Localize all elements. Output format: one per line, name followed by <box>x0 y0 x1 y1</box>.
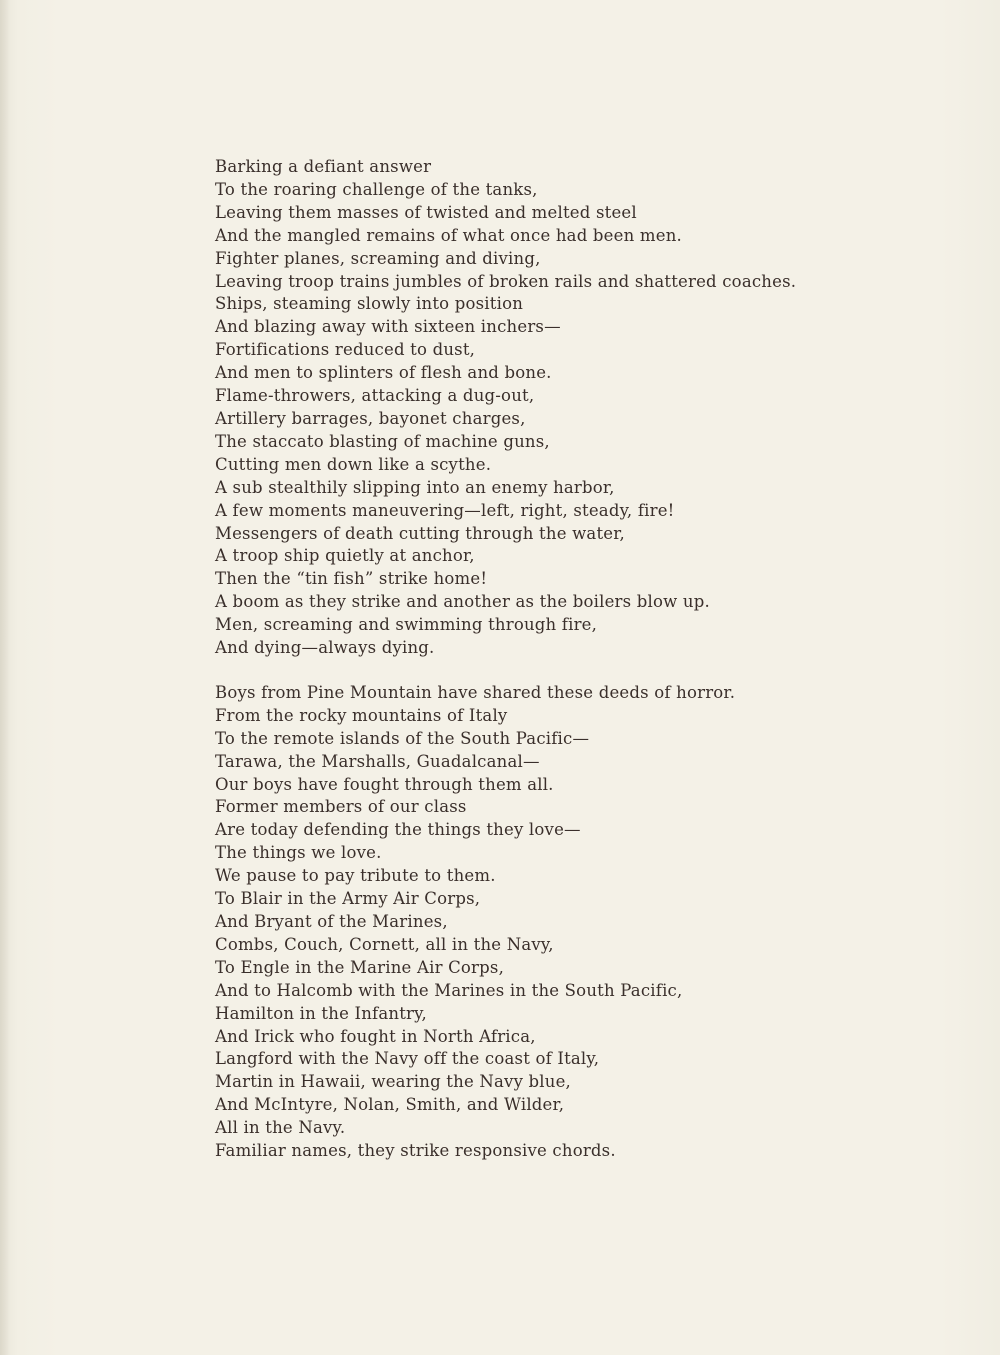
poem-line: Our boys have fought through them all. <box>215 774 554 794</box>
poem-line: Artillery barrages, bayonet charges, <box>215 408 526 428</box>
poem-line: The staccato blasting of machine guns, <box>215 431 550 451</box>
poem-line: Men, screaming and swimming through fire, <box>215 615 598 635</box>
stanza-2 <box>215 682 855 1163</box>
poem-line: Martin in Hawaii, wearing the Navy blue, <box>215 1072 572 1092</box>
page-binding-edge <box>0 0 10 1355</box>
poem-line: To the roaring challenge of the tanks, <box>215 179 538 199</box>
poem-line: And men to splinters of flesh and bone. <box>215 363 552 383</box>
poem-line: To Blair in the Army Air Corps, <box>215 889 481 909</box>
poem-line: To Engle in the Marine Air Corps, <box>215 957 505 977</box>
poem-line: And Irick who fought in North Africa, <box>215 1026 536 1046</box>
poem-line: Former members of our class <box>215 797 467 817</box>
poem-body <box>215 156 855 1163</box>
poem-line: Barking a defiant answer <box>215 157 432 176</box>
poem-line: From the rocky mountains of Italy <box>215 705 508 725</box>
poem-line: All in the Navy. <box>215 1118 346 1138</box>
poem-line: Fighter planes, screaming and diving, <box>215 248 541 268</box>
poem-line: A boom as they strike and another as the boilers blow up. <box>215 592 710 612</box>
poem-line: Flame-throwers, attacking a dug-out, <box>215 386 535 406</box>
poem-line: And to Halcomb with the Marines in the South Pacific, <box>215 980 683 1000</box>
poem-line: Familiar names, they strike responsive chords. <box>215 1141 616 1161</box>
poem-line: Messengers of death cutting through the water, <box>215 523 625 543</box>
poem-line: Then the “tin fish” strike home! <box>215 569 488 589</box>
poem-line: A sub stealthily slipping into an enemy harbor, <box>215 477 615 497</box>
poem-line: Fortifications reduced to dust, <box>215 340 476 360</box>
poem-line: And dying—always dying. <box>215 638 435 658</box>
poem-line: Leaving troop trains jumbles of broken rails and shattered coaches. <box>215 271 797 291</box>
poem-line: Cutting men down like a scythe. <box>215 454 492 474</box>
poem-line: Are today defending the things they love— <box>215 820 581 840</box>
poem-line: A troop ship quietly at anchor, <box>215 546 475 566</box>
poem-line: And blazing away with sixteen inchers— <box>215 317 561 337</box>
poem-line: Boys from Pine Mountain have shared these deeds of horror. <box>215 682 736 702</box>
poem-line: And McIntyre, Nolan, Smith, and Wilder, <box>215 1095 565 1115</box>
poem-line: Ships, steaming slowly into position <box>215 294 524 314</box>
stanza-1 <box>215 156 855 660</box>
poem-line: Tarawa, the Marshalls, Guadalcanal— <box>215 751 540 771</box>
poem-line: A few moments maneuvering—left, right, steady, fire! <box>215 500 675 520</box>
poem-line: Combs, Couch, Cornett, all in the Navy, <box>215 934 554 954</box>
poem-line: Hamilton in the Infantry, <box>215 1003 427 1023</box>
poem-line: To the remote islands of the South Pacific— <box>215 728 590 748</box>
poem-line: Leaving them masses of twisted and melted steel <box>215 202 637 222</box>
poem-line: Langford with the Navy off the coast of Italy, <box>215 1049 600 1069</box>
poem-line: The things we love. <box>215 843 382 863</box>
poem-line: And Bryant of the Marines, <box>215 912 448 931</box>
poem-line: And the mangled remains of what once had been men. <box>215 225 682 245</box>
poem-line: We pause to pay tribute to them. <box>215 866 496 886</box>
